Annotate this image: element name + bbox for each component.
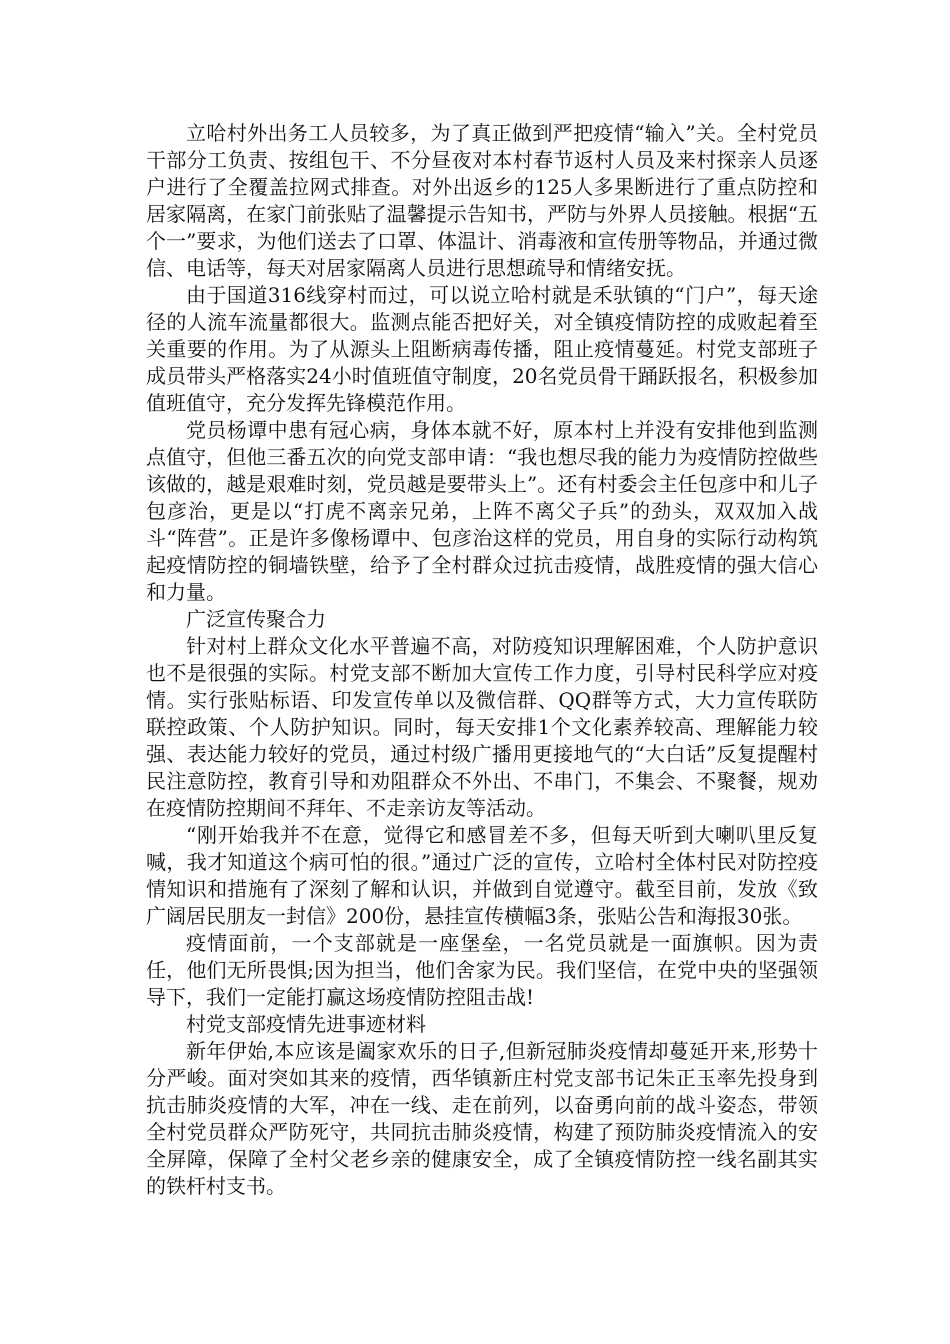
paragraph-conclusion: 疫情面前，一个支部就是一座堡垒，一名党员就是一面旗帜。因为责任，他们无所畏惧;因为担当，他们舍家为民。我们坚信，在党中央的坚强领导下，我们一定能打赢这场疫情防控阻击战! <box>146 931 818 1009</box>
section-heading-advanced-deeds: 村党支部疫情先进事迹材料 <box>186 1012 426 1036</box>
paragraph-party-member-story: 党员杨谭中患有冠心病，身体本就不好，原本村上并没有安排他到监测点值守，但他三番五次的向党支部申请：“我也想尽我的能力为疫情防控做些该做的，越是艰难时刻，党员越是要带头上”。还有村委会主任包彦中和儿子包彦治，更是以“打虎不离亲兄弟，上阵不离父子兵”的劲头，双双加入战斗“阵营”。正是许多像杨谭中、包彦治这样的党员，用自身的实际行动构筑起疫情防控的铜墙铁壁，给予了全村群众过抗击疫情，战胜疫情的强大信心和力量。 <box>146 418 818 604</box>
paragraph-new-year: 新年伊始,本应该是阖家欢乐的日子,但新冠肺炎疫情却蔓延开来,形势十分严峻。面对突如其来的疫情，西华镇新庄村党支部书记朱正玉率先投身到抗击肺炎疫情的大军，冲在一线、走在前列，以奋勇向前的战斗姿态，带领全村党员群众严防死守，共同抗击肺炎疫情，构建了预防肺炎疫情流入的安全屏障，保障了全村父老乡亲的健康安全，成了全镇疫情防控一线名副其实的铁杆村支书。 <box>146 1039 818 1198</box>
paragraph-villager-quote: “刚开始我并不在意，觉得它和感冒差不多，但每天听到大喇叭里反复喊，我才知道这个病可怕的很。”通过广泛的宣传，立哈村全体村民对防控疫情知识和措施有了深刻了解和认识，并做到自觉遵守。截至目前，发放《致广阔居民朋友一封信》200份，悬挂宣传横幅3条，张贴公告和海报30张。 <box>146 823 818 928</box>
paragraph-outside-workers: 立哈村外出务工人员较多，为了真正做到严把疫情“输入”关。全村党员干部分工负责、按组包干、不分昼夜对本村春节返村人员及来村探亲人员逐户进行了全覆盖拉网式排查。对外出返乡的125人多果断进行了重点防控和居家隔离，在家门前张贴了温馨提示告知书，严防与外界人员接触。根据“五个一”要求，为他们送去了口罩、体温计、消毒液和宣传册等物品，并通过微信、电话等，每天对居家隔离人员进行思想疏导和情绪安抚。 <box>146 121 818 280</box>
paragraph-publicity-work: 针对村上群众文化水平普遍不高，对防疫知识理解困难，个人防护意识也不是很强的实际。村党支部不断加大宣传工作力度，引导村民科学应对疫情。实行张贴标语、印发宣传单以及微信群、QQ群等方式，大力宣传联防联控政策、个人防护知识。同时，每天安排1个文化素养较高、理解能力较强、表达能力较好的党员，通过村级广播用更接地气的“大白话”反复提醒村民注意防控，教育引导和劝阻群众不外出、不串门，不集会、不聚餐，规劝在疫情防控期间不拜年、不走亲访友等活动。 <box>146 634 818 820</box>
document-body <box>146 120 818 1200</box>
section-heading-publicity: 广泛宣传聚合力 <box>186 607 326 631</box>
paragraph-checkpoint: 由于国道316线穿村而过，可以说立哈村就是禾驮镇的“门户”，每天途径的人流车流量都很大。监测点能否把好关，对全镇疫情防控的成败起着至关重要的作用。为了从源头上阻断病毒传播，阻止疫情蔓延。村党支部班子成员带头严格落实24小时值班值守制度，20名党员骨干踊跃报名，积极参加值班值守，充分发挥先锋模范作用。 <box>146 283 818 415</box>
